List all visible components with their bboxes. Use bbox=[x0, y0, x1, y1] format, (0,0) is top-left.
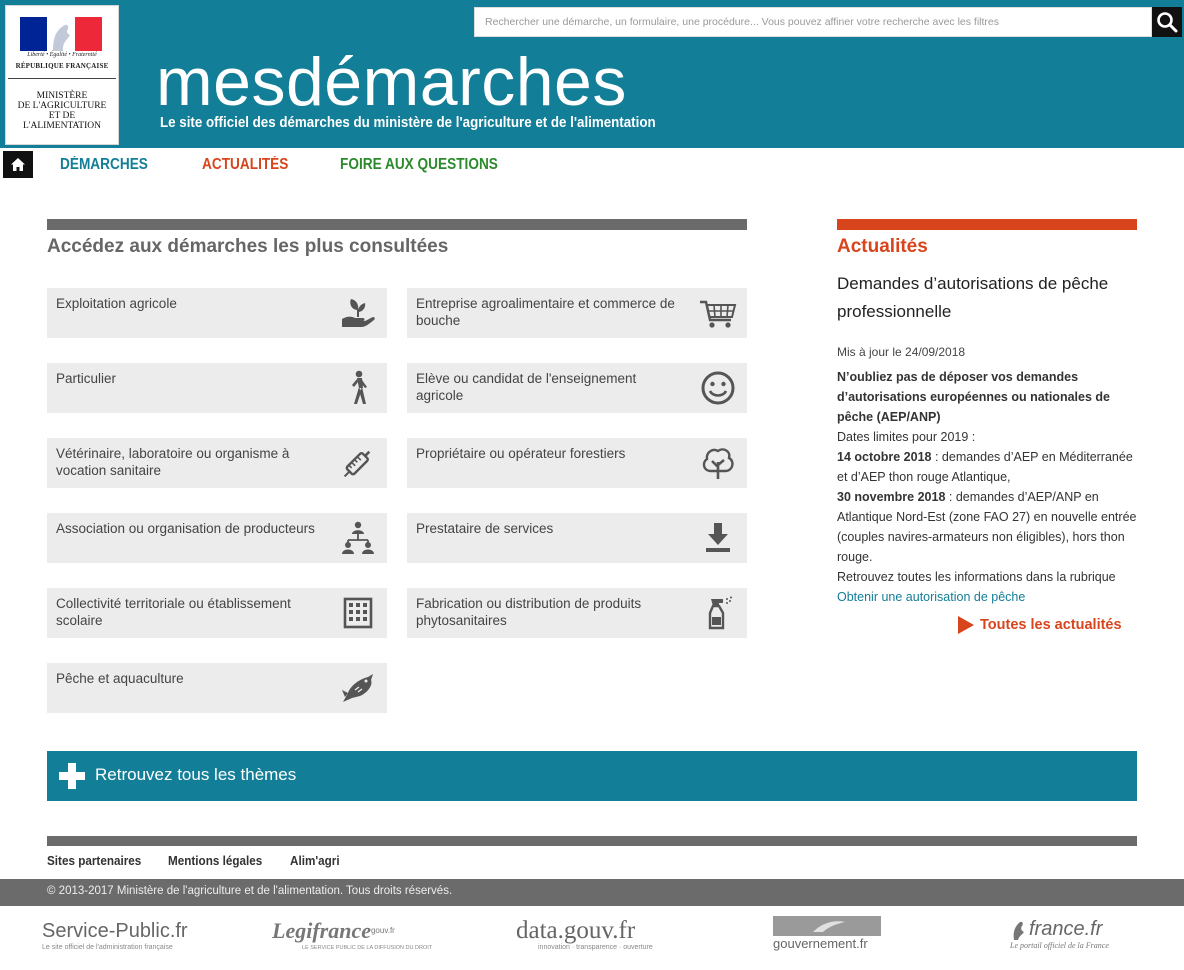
home-button[interactable] bbox=[3, 151, 33, 178]
footer-link-sites-partenaires[interactable]: Sites partenaires bbox=[47, 853, 142, 868]
news-bar bbox=[837, 219, 1137, 230]
tile-label: Pêche et aquaculture bbox=[56, 671, 184, 686]
news-more-text: Retrouvez toutes les informations dans la rubrique bbox=[837, 570, 1116, 584]
tile-fabrication-phytosanitaires[interactable] bbox=[407, 588, 747, 638]
tile-collectivite[interactable] bbox=[47, 588, 387, 638]
tile-veterinaire[interactable] bbox=[47, 438, 387, 488]
news-heading: Actualités bbox=[837, 236, 928, 257]
tree-icon bbox=[699, 445, 737, 481]
nav-actualites[interactable]: ACTUALITÉS bbox=[202, 156, 289, 173]
all-news-label: Toutes les actualités bbox=[980, 617, 1122, 633]
news-link[interactable]: Obtenir une autorisation de pêche bbox=[837, 590, 1026, 604]
all-themes-label: Retrouvez tous les thèmes bbox=[95, 765, 297, 784]
news-lead: N’oubliez pas de déposer vos demandes d’autorisations européennes ou nationales de pêche (AEP/ANP) bbox=[837, 370, 1110, 424]
site-subtitle: Le site officiel des démarches du ministère de l'agriculture et de l'alimentation bbox=[160, 115, 656, 131]
all-themes-button[interactable] bbox=[47, 751, 1137, 801]
news-date: Mis à jour le 24/09/2018 bbox=[837, 345, 966, 359]
tile-label: Prestataire de services bbox=[416, 521, 554, 536]
tile-prestataire-services[interactable] bbox=[407, 513, 747, 563]
tile-particulier[interactable] bbox=[47, 363, 387, 413]
nav-faq[interactable]: FOIRE AUX QUESTIONS bbox=[340, 156, 498, 173]
tile-label: Fabrication ou distribution de produits phytosanitaires bbox=[416, 596, 642, 628]
fish-icon bbox=[339, 670, 377, 706]
news-deadline1-text: : demandes d’AEP en Méditerranée et d’AEP thon rouge Atlantique, bbox=[837, 450, 1133, 484]
tile-label: Exploitation agricole bbox=[56, 296, 177, 311]
search-input[interactable] bbox=[475, 8, 1151, 36]
tile-proprietaire-forestier[interactable] bbox=[407, 438, 747, 488]
gouvernement-logo-icon bbox=[773, 916, 881, 936]
tile-eleve-candidat[interactable] bbox=[407, 363, 747, 413]
download-icon bbox=[699, 520, 737, 556]
section-heading: Accédez aux démarches les plus consultées bbox=[47, 236, 449, 257]
tile-label: Particulier bbox=[56, 371, 117, 386]
syringe-icon bbox=[339, 445, 377, 481]
footer-link-alimagri[interactable]: Alim'agri bbox=[290, 853, 340, 868]
copyright-bar bbox=[0, 879, 1184, 906]
search-button[interactable] bbox=[1152, 7, 1182, 37]
ministry-name: MINISTÈRE DE L'AGRICULTURE ET DE L'ALIMENTATION bbox=[17, 91, 107, 131]
republic-name: RÉPUBLIQUE FRANÇAISE bbox=[15, 62, 109, 70]
partner-gouvernement[interactable]: gouvernement.fr bbox=[773, 916, 881, 952]
site-header bbox=[0, 0, 1184, 148]
news-title[interactable]: Demandes d’autorisations de pêche professionnelle bbox=[837, 274, 1109, 321]
home-icon bbox=[10, 157, 26, 172]
tile-label: Association ou organisation de producteurs bbox=[56, 521, 315, 536]
all-news-link[interactable] bbox=[958, 616, 1122, 634]
republic-motto: Liberté • Égalité • Fraternité bbox=[27, 52, 97, 58]
tile-association-producteurs[interactable] bbox=[47, 513, 387, 563]
france-logo-icon bbox=[1010, 919, 1026, 941]
smiley-icon bbox=[699, 370, 737, 406]
building-icon bbox=[339, 595, 377, 631]
tile-label: Propriétaire ou opérateur forestiers bbox=[416, 446, 626, 461]
site-title[interactable]: mesdémarches bbox=[156, 44, 627, 120]
news-deadline2-text: : demandes d’AEP/ANP en Atlantique Nord-Est (zone FAO 27) en nouvelle entrée (couples navires-armateurs non éligibles), hors thon rouge. bbox=[837, 490, 1137, 564]
org-chart-icon bbox=[339, 520, 377, 556]
tile-label: Vétérinaire, laboratoire ou organisme à vocation sanitaire bbox=[56, 446, 290, 478]
search-icon bbox=[1156, 11, 1178, 33]
tile-exploitation-agricole[interactable] bbox=[47, 288, 387, 338]
triangle-right-icon bbox=[958, 616, 974, 634]
spray-bottle-icon bbox=[699, 595, 737, 631]
partner-service-public[interactable]: Service-Public.fr Le site officiel de l'administration française bbox=[42, 920, 188, 951]
partner-data-gouv[interactable]: data.gouv.fr innovation · transparence · ouverture bbox=[516, 917, 653, 951]
republic-logo[interactable] bbox=[5, 5, 119, 145]
tile-entreprise-agroalimentaire[interactable] bbox=[407, 288, 747, 338]
plus-icon bbox=[59, 763, 85, 789]
partner-legifrance[interactable]: Legifrance$^{gouv.fr}$ LE SERVICE PUBLIC DE LA DIFFUSION DU DROIT bbox=[272, 918, 433, 951]
tile-label: Collectivité territoriale ou établissement scolaire bbox=[56, 596, 291, 628]
partner-france-fr[interactable]: france.fr Le portail officiel de la France bbox=[1010, 918, 1109, 950]
tile-label: Elève ou candidat de l'enseignement agricole bbox=[416, 371, 637, 403]
plant-hand-icon bbox=[339, 295, 377, 331]
news-deadline2-date: 30 novembre 2018 bbox=[837, 490, 946, 504]
partner-logos bbox=[0, 906, 1184, 970]
section-bar bbox=[47, 219, 747, 230]
walking-person-icon bbox=[339, 370, 377, 406]
tile-label: Entreprise agroalimentaire et commerce de bouche bbox=[416, 296, 675, 328]
marianne-flag-icon bbox=[20, 17, 102, 51]
footer-link-mentions-legales[interactable]: Mentions légales bbox=[168, 853, 263, 868]
search-field[interactable] bbox=[474, 7, 1152, 37]
logo-divider bbox=[8, 78, 116, 79]
tile-peche-aquaculture[interactable] bbox=[47, 663, 387, 713]
cart-icon bbox=[699, 295, 737, 331]
news-body bbox=[837, 367, 1137, 607]
news-deadline1-date: 14 octobre 2018 bbox=[837, 450, 932, 464]
news-deadline-intro: Dates limites pour 2019 : bbox=[837, 430, 976, 444]
copyright-text: © 2013-2017 Ministère de l'agriculture et de l'alimentation. Tous droits réservés. bbox=[47, 885, 453, 897]
footer-bar bbox=[47, 836, 1137, 846]
nav-demarches[interactable]: DÉMARCHES bbox=[60, 156, 148, 173]
